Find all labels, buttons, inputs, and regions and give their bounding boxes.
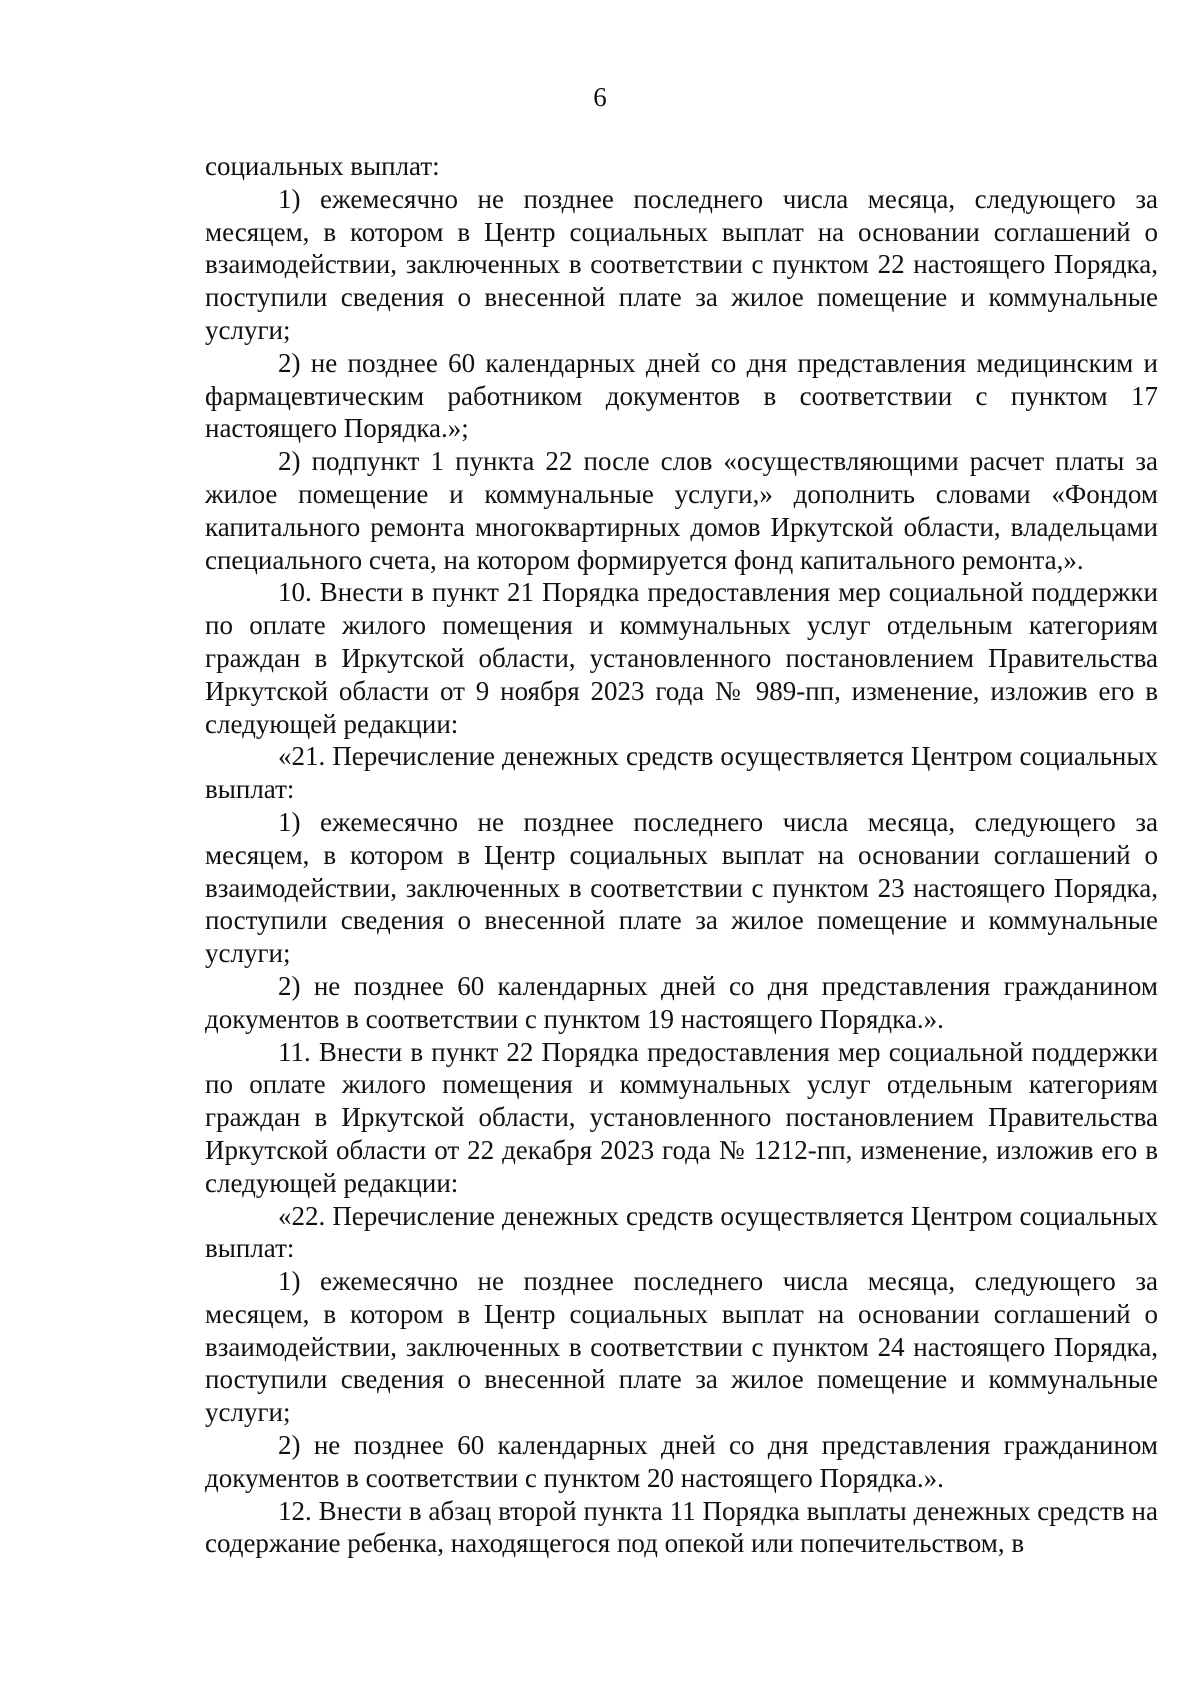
paragraph: 1) ежемесячно не позднее последнего числа месяца, следующего за месяцем, в котором в Центр социальных выплат на основании соглашений о взаимодействии, заключенных в соответствии с пунктом 22 настоящего Порядка, поступили сведения о внесенной плате за жилое помещение и коммунальные услуги; <box>205 183 1158 345</box>
paragraph: 2) подпункт 1 пункта 22 после слов «осуществляющими расчет платы за жилое помещение и коммунальные услуги,» дополнить словами «Фондом капитального ремонта многоквартирных домов Иркутской области, владельцами специального счета, на котором формируется фонд капитального ремонта,». <box>205 446 1158 575</box>
paragraph: социальных выплат: <box>205 151 440 181</box>
paragraph: 1) ежемесячно не позднее последнего числа месяца, следующего за месяцем, в котором в Центр социальных выплат на основании соглашений о взаимодействии, заключенных в соответствии с пунктом 23 настоящего Порядка, поступили сведения о внесенной плате за жилое помещение и коммунальные услуги; <box>205 806 1158 969</box>
page-number: 6 <box>593 82 607 112</box>
document-body <box>205 150 1158 1560</box>
paragraph: 2) не позднее 60 календарных дней со дня представления гражданином документов в соответствии с пунктом 20 настоящего Порядка.». <box>205 1430 1158 1493</box>
paragraph: 11. Внести в пункт 22 Порядка предоставления мер социальной поддержки по оплате жилого помещения и коммунальных услуг отдельным категориям граждан в Иркутской области, установленного постановлением Правительства Иркутской области от 22 декабря 2023 года № 1212-пп, изменение, изложив его в следующей редакции: <box>205 1036 1158 1198</box>
paragraph: 10. Внести в пункт 21 Порядка предоставления мер социальной поддержки по оплате жилого помещения и коммунальных услуг отдельным категориям граждан в Иркутской области, установленного постановлением Правительства Иркутской области от 9 ноября 2023 года № 989-пп, изменение, изложив его в следующей редакции: <box>205 577 1158 739</box>
paragraph: «21. Перечисление денежных средств осуществляется Центром социальных выплат: <box>205 741 1158 805</box>
paragraph: 2) не позднее 60 календарных дней со дня представления медицинским и фармацевтическим работником документов в соответствии с пунктом 17 настоящего Порядка.»; <box>205 347 1158 444</box>
paragraph: «22. Перечисление денежных средств осуществляется Центром социальных выплат: <box>205 1200 1158 1264</box>
paragraph: 1) ежемесячно не позднее последнего числа месяца, следующего за месяцем, в котором в Центр социальных выплат на основании соглашений о взаимодействии, заключенных в соответствии с пунктом 24 настоящего Порядка, поступили сведения о внесенной плате за жилое помещение и коммунальные услуги; <box>205 1266 1158 1428</box>
paragraph: 12. Внести в абзац второй пункта 11 Порядка выплаты денежных средств на содержание ребенка, находящегося под опекой или попечительством, в <box>205 1495 1158 1559</box>
paragraph: 2) не позднее 60 календарных дней со дня представления гражданином документов в соответствии с пунктом 19 настоящего Порядка.». <box>205 970 1158 1034</box>
